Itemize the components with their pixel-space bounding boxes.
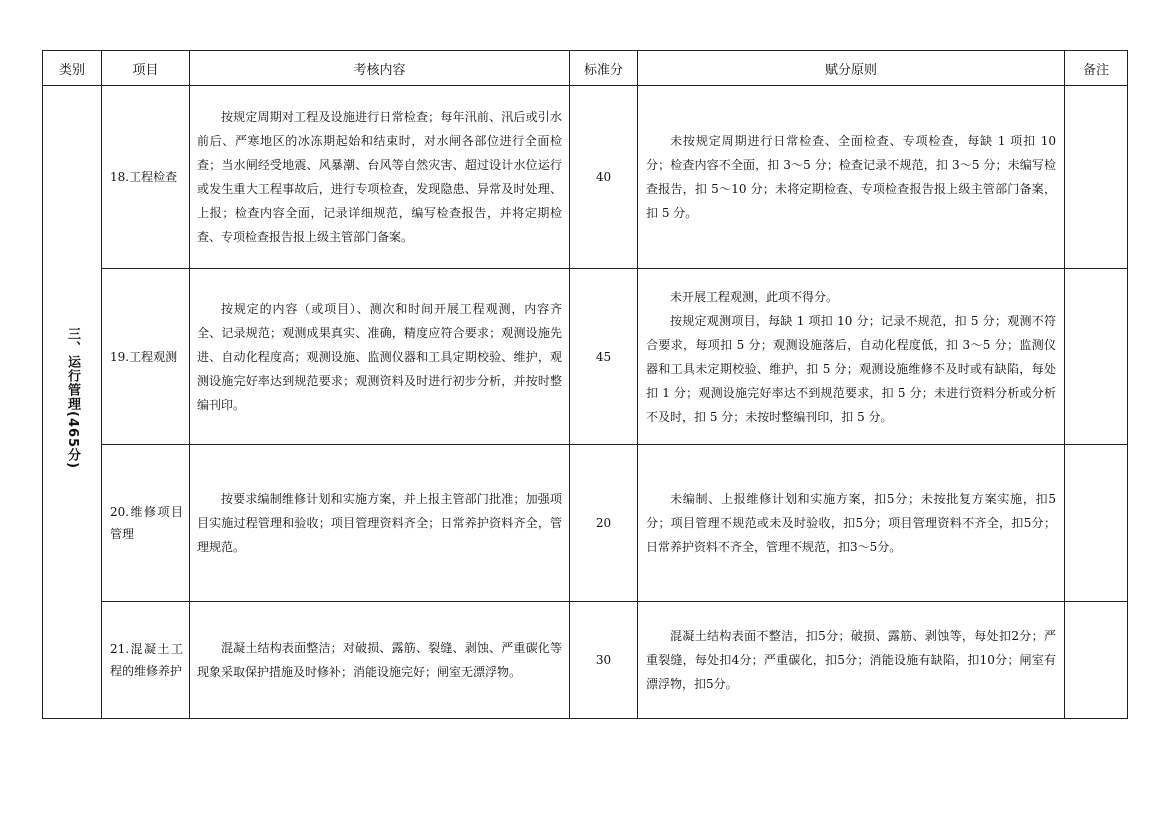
content-paragraph: 混凝土结构表面整洁；对破损、露筋、裂缝、剥蚀、严重碳化等现象采取保护措施及时修补；消能设施完好；闸室无漂浮物。 bbox=[197, 641, 562, 679]
table-row bbox=[43, 269, 1128, 445]
header-content: 考核内容 bbox=[190, 51, 570, 86]
table-row bbox=[43, 602, 1128, 719]
table-row bbox=[43, 86, 1128, 269]
standard-score-cell: 20 bbox=[570, 445, 638, 602]
category-label: 三、运行管理(465分) bbox=[65, 326, 80, 470]
header-standard: 标准分 bbox=[570, 51, 638, 86]
item-cell: 18.工程检查 bbox=[102, 86, 190, 269]
scoring-paragraph: 未按规定周期进行日常检查、全面检查、专项检查，每缺 1 项扣 10 分；检查内容不全面，扣 3～5 分；检查记录不规范，扣 3～5 分；未编写检查报告，扣 5～10 分；未将定期检查、专项检查报告报上级主管部门备案，扣 5 分。 bbox=[646, 134, 1056, 220]
header-category: 类别 bbox=[43, 51, 102, 86]
scoring-paragraph: 按规定观测项目，每缺 1 项扣 10 分；记录不规范，扣 5 分；观测不符合要求，每项扣 5 分；观测设施落后，自动化程度低，扣 3～5 分；监测仪器和工具未定期校验、维护，扣 5 分；观测设施维修不及时或有缺陷，每处扣 1 分；观测设施完好率达不到规范要求，扣 5 分；未进行资料分析或分析不及时，扣 5 分；未按时整编刊印，扣 5 分。 bbox=[646, 313, 1056, 424]
header-scoring: 赋分原则 bbox=[638, 51, 1065, 86]
content-cell bbox=[190, 269, 570, 445]
content-paragraph: 按要求编制维修计划和实施方案，并上报主管部门批准；加强项目实施过程管理和验收；项目管理资料齐全；日常养护资料齐全，管理规范。 bbox=[197, 492, 562, 554]
scoring-cell bbox=[638, 445, 1065, 602]
scoring-cell bbox=[638, 602, 1065, 719]
scoring-cell bbox=[638, 86, 1065, 269]
standard-score-cell: 30 bbox=[570, 602, 638, 719]
item-cell: 21.混凝土工程的维修养护 bbox=[102, 602, 190, 719]
note-cell bbox=[1065, 602, 1128, 719]
standard-score-cell: 40 bbox=[570, 86, 638, 269]
scoring-paragraph: 未编制、上报维修计划和实施方案，扣5分；未按批复方案实施，扣5分；项目管理不规范或未及时验收，扣5分；项目管理资料不齐全，扣5分；日常养护资料不齐全，管理不规范，扣3～5分。 bbox=[646, 492, 1056, 554]
content-cell bbox=[190, 602, 570, 719]
header-row bbox=[43, 51, 1128, 86]
scoring-cell bbox=[638, 269, 1065, 445]
scoring-paragraph: 混凝土结构表面不整洁，扣5分；破损、露筋、剥蚀等，每处扣2分；严重裂缝，每处扣4分；严重碳化，扣5分；消能设施有缺陷，扣10分；闸室有漂浮物，扣5分。 bbox=[646, 629, 1056, 691]
assessment-table bbox=[42, 50, 1128, 719]
category-cell bbox=[43, 86, 102, 719]
header-note: 备注 bbox=[1065, 51, 1128, 86]
table-row bbox=[43, 445, 1128, 602]
standard-score-cell: 45 bbox=[570, 269, 638, 445]
content-paragraph: 按规定周期对工程及设施进行日常检查；每年汛前、汛后或引水前后、严寒地区的冰冻期起始和结束时，对水闸各部位进行全面检查；当水闸经受地震、风暴潮、台风等自然灾害、超过设计水位运行或发生重大工程事故后，进行专项检查，发现隐患、异常及时处理、上报；检查内容全面，记录详细规范，编写检查报告，并将定期检查、专项检查报告报上级主管部门备案。 bbox=[197, 110, 562, 244]
item-cell: 19.工程观测 bbox=[102, 269, 190, 445]
note-cell bbox=[1065, 445, 1128, 602]
note-cell bbox=[1065, 86, 1128, 269]
content-cell bbox=[190, 445, 570, 602]
content-paragraph: 按规定的内容（或项目）、测次和时间开展工程观测，内容齐全、记录规范；观测成果真实、准确，精度应符合要求；观测设施先进、自动化程度高；观测设施、监测仪器和工具定期校验、维护，观测设施完好率达到规范要求；观测资料及时进行初步分析，并按时整编刊印。 bbox=[197, 301, 562, 412]
content-cell bbox=[190, 86, 570, 269]
header-item: 项目 bbox=[102, 51, 190, 86]
scoring-paragraph: 未开展工程观测，此项不得分。 bbox=[670, 289, 839, 304]
item-cell: 20.维修项目管理 bbox=[102, 445, 190, 602]
note-cell bbox=[1065, 269, 1128, 445]
